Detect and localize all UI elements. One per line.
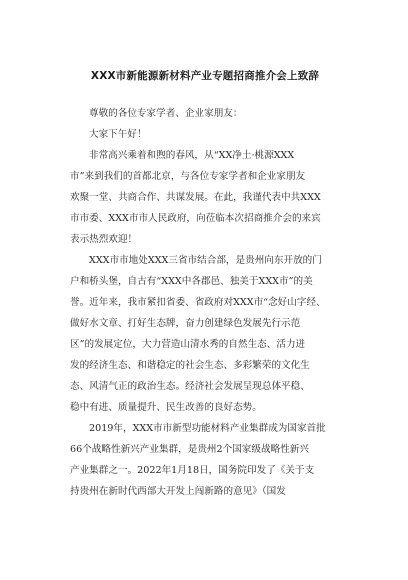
paragraph-line: 户和桥头堡，自古有“XXX中各郡邑、独美于XXX市”的美 bbox=[70, 276, 313, 287]
paragraph-line: 做好水文章、打好生态牌，奋力创建绿色发展先行示范 bbox=[70, 318, 301, 329]
paragraph-line: XXX市市地处XXX三省市结合部，是贵州向东开放的门 bbox=[89, 255, 322, 266]
paragraph-line: 态、风清气正的政治生态。经济社会发展呈现总体平稳、 bbox=[70, 381, 310, 392]
salutation-line: 尊敬的各位专家学者、企业家朋友： bbox=[89, 108, 243, 119]
paragraph-line: 欢聚一堂、共商合作、共谋发展。在此，我谨代表中共XXX bbox=[70, 192, 321, 203]
paragraph-1 bbox=[70, 145, 340, 250]
greeting bbox=[70, 124, 340, 145]
salutation bbox=[70, 103, 340, 124]
paragraph-line: 2019年，XXX市市新型功能材料产业集群成为国家首批 bbox=[89, 423, 326, 434]
paragraph-line: 誉。近年来，我市紧扣省委、省政府对XXX市“念好山字经、 bbox=[70, 297, 326, 308]
paragraph-line: 表示热烈欢迎！ bbox=[70, 234, 138, 245]
document-title: XXX市新能源新材料产业专题招商推介会上致辞 bbox=[90, 70, 320, 82]
paragraph-2 bbox=[70, 250, 340, 418]
greeting-line: 大家下午好！ bbox=[89, 129, 147, 140]
paragraph-line: 产业集群之一。2022年1月18日，国务院印发了《关于支 bbox=[70, 465, 315, 476]
paragraph-line: 66个战略性新兴产业集群，是贵州2个国家级战略性新兴 bbox=[70, 444, 309, 455]
paragraph-line: 区”的发展定位，大力营造山清水秀的自然生态、活力迸 bbox=[70, 339, 306, 350]
paragraph-line: 非常高兴乘着和煦的春风，从“XX净土·桃源XXX bbox=[89, 150, 295, 161]
paragraph-3 bbox=[70, 418, 340, 502]
paragraph-line: 持贵州在新时代西部大开发上闯新路的意见》（国发 bbox=[70, 486, 286, 497]
paragraph-line: 稳中有进、质量提升、民生改善的良好态势。 bbox=[70, 402, 262, 413]
paragraph-line: 市市委、XXX市市人民政府，向莅临本次招商推介会的来宾 bbox=[70, 213, 321, 224]
paragraph-line: 发的经济生态、和谐稳定的社会生态、多彩繁荣的文化生 bbox=[70, 360, 310, 371]
paragraph-line: 市”来到我们的首都北京，与各位专家学者和企业家朋友 bbox=[70, 171, 306, 182]
